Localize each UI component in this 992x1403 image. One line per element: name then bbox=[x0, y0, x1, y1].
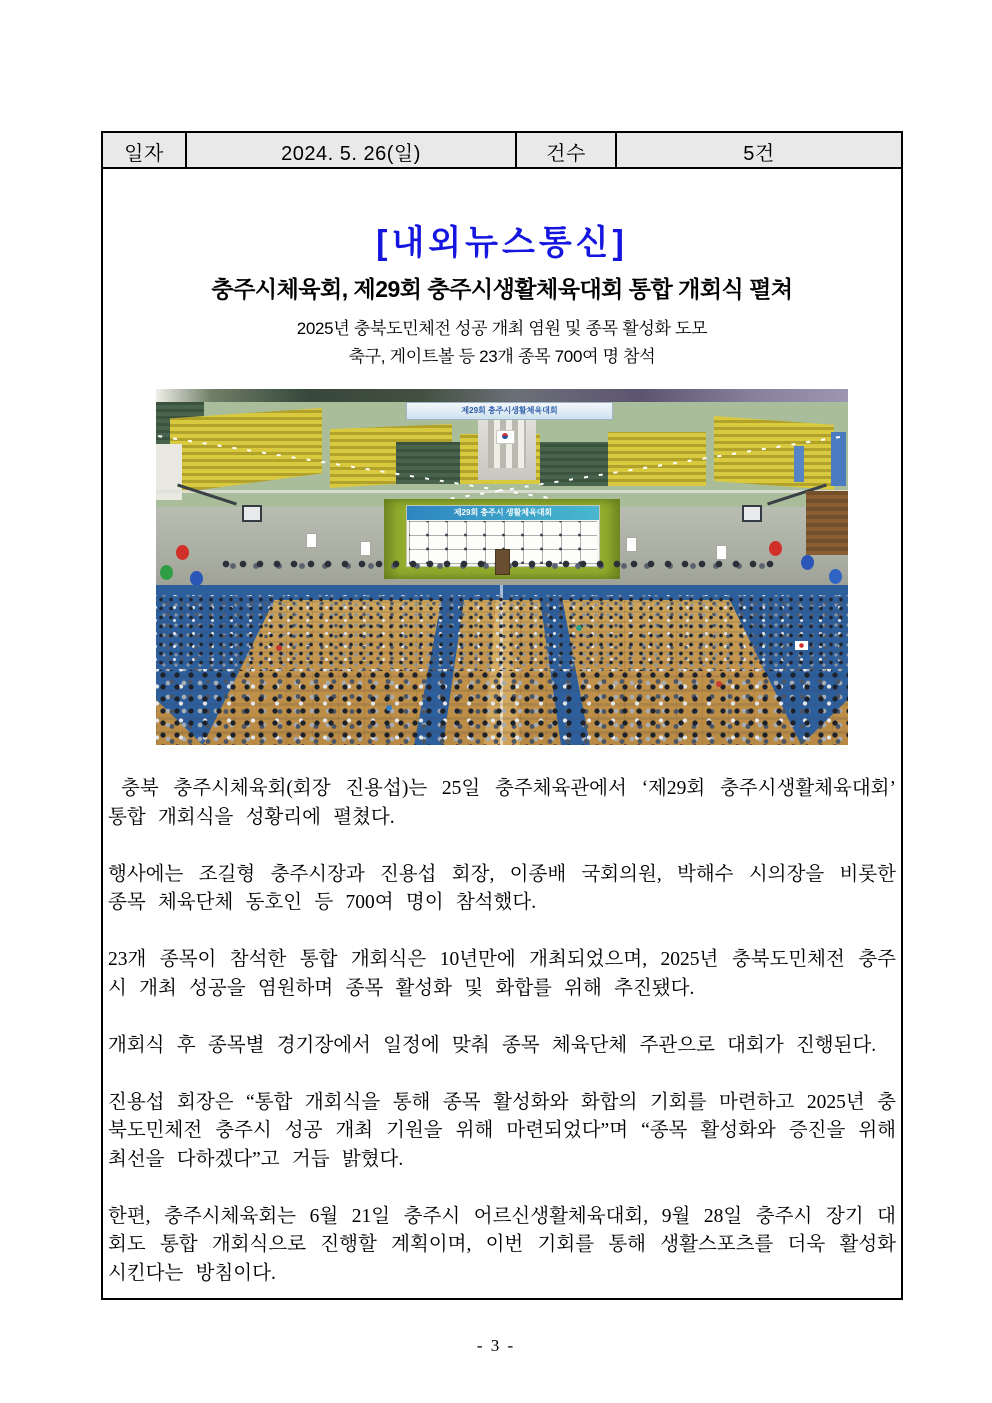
paragraph-4: 개회식 후 종목별 경기장에서 일정에 맞춰 종목 체육단체 주관으로 대회가 진행된다. bbox=[108, 1034, 877, 1056]
paragraph-6: 한편, 충주시체육회는 6월 21일 충주시 어르신생활체육대회, 9월 28일 충주시 장기 대회도 통합 개회식으로 진행할 계획이며, 이번 기회를 통해 생활스포츠를 더욱 활성화 시킨다는 방침이다. bbox=[108, 1205, 896, 1284]
seated-crowd-near bbox=[156, 669, 848, 745]
balloon-red bbox=[176, 545, 189, 560]
news-agency-title: [내외뉴스통신] bbox=[376, 224, 628, 262]
ceremony-photo bbox=[156, 389, 848, 745]
article-subtitle-2: 축구, 게이트볼 등 23개 종목 700여 명 참석 bbox=[348, 347, 656, 366]
date-label-cell: 일자 bbox=[103, 133, 187, 169]
paragraph-2: 행사에는 조길형 충주시장과 진용섭 회장, 이종배 국회의원, 박해수 시의장을 비롯한 종목 체육단체 동호인 등 700여 명이 참석했다. bbox=[108, 863, 896, 913]
article-subtitle-1: 2025년 충북도민체전 성공 개최 염원 및 종목 활성화 도모 bbox=[296, 319, 708, 338]
paragraph-1: 충북 충주시체육회(회장 진용섭)는 25일 충주체육관에서 ‘제29회 충주시생활체육대회’ 통합 개회식을 성황리에 펼쳤다. bbox=[108, 778, 896, 828]
count-value-cell: 5건 bbox=[617, 133, 901, 169]
balloon-blue bbox=[801, 555, 814, 570]
placard bbox=[360, 541, 371, 556]
crowd-accent bbox=[716, 681, 722, 687]
gym-stage-area bbox=[156, 507, 848, 585]
upper-banner: 제29회 충주시생활체육대회 bbox=[406, 402, 613, 420]
crowd-accent bbox=[276, 645, 282, 651]
date-value-cell: 2024. 5. 26(일) bbox=[187, 133, 517, 169]
korean-flag bbox=[496, 430, 515, 444]
count-label-cell: 건수 bbox=[517, 133, 617, 169]
placard bbox=[306, 533, 317, 548]
basketball-backboard bbox=[742, 505, 762, 522]
article-box bbox=[101, 167, 903, 1300]
balloon-green bbox=[160, 565, 173, 580]
placard bbox=[716, 545, 727, 560]
stage-banner-title: 제29회 충주시 생활체육대회 bbox=[407, 506, 599, 520]
balloon-blue bbox=[190, 571, 203, 586]
info-table bbox=[101, 131, 903, 169]
side-banner bbox=[794, 446, 804, 482]
page-number: - 3 - bbox=[476, 1336, 516, 1355]
balloon-red bbox=[769, 541, 782, 556]
article-body bbox=[108, 775, 896, 1288]
gym-ceiling bbox=[156, 389, 848, 402]
paragraph-3: 23개 종목이 참석한 통합 개회식은 10년만에 개최되었으며, 2025년 충북도민체전 충주시 개최 성공을 염원하며 종목 활성화 및 화합를 위해 추진됐다. bbox=[108, 949, 896, 999]
side-bleachers bbox=[806, 491, 848, 555]
podium bbox=[495, 549, 510, 575]
side-banner bbox=[831, 432, 846, 486]
crowd-accent bbox=[386, 705, 392, 711]
article-headline: 충주시체육회, 제29회 충주시생활체육대회 통합 개회식 펼쳐 bbox=[211, 276, 793, 302]
gym-floor bbox=[156, 585, 848, 745]
placard bbox=[626, 537, 637, 552]
crowd-accent bbox=[576, 625, 582, 631]
balloon-blue bbox=[829, 569, 842, 584]
small-flag bbox=[795, 641, 808, 650]
gym-stands bbox=[156, 402, 848, 507]
paragraph-5: 진용섭 회장은 “통합 개회식을 통해 종목 활성화와 화합의 기회를 마련하고 2025년 충북도민체전 충주시 성공 개최 기원을 위해 마련되었다”며 “종목 활성화와 증진을 위해 최선을 다하겠다”고 거듭 밝혔다. bbox=[108, 1091, 896, 1170]
basketball-backboard bbox=[242, 505, 262, 522]
seated-crowd-far bbox=[156, 595, 848, 671]
